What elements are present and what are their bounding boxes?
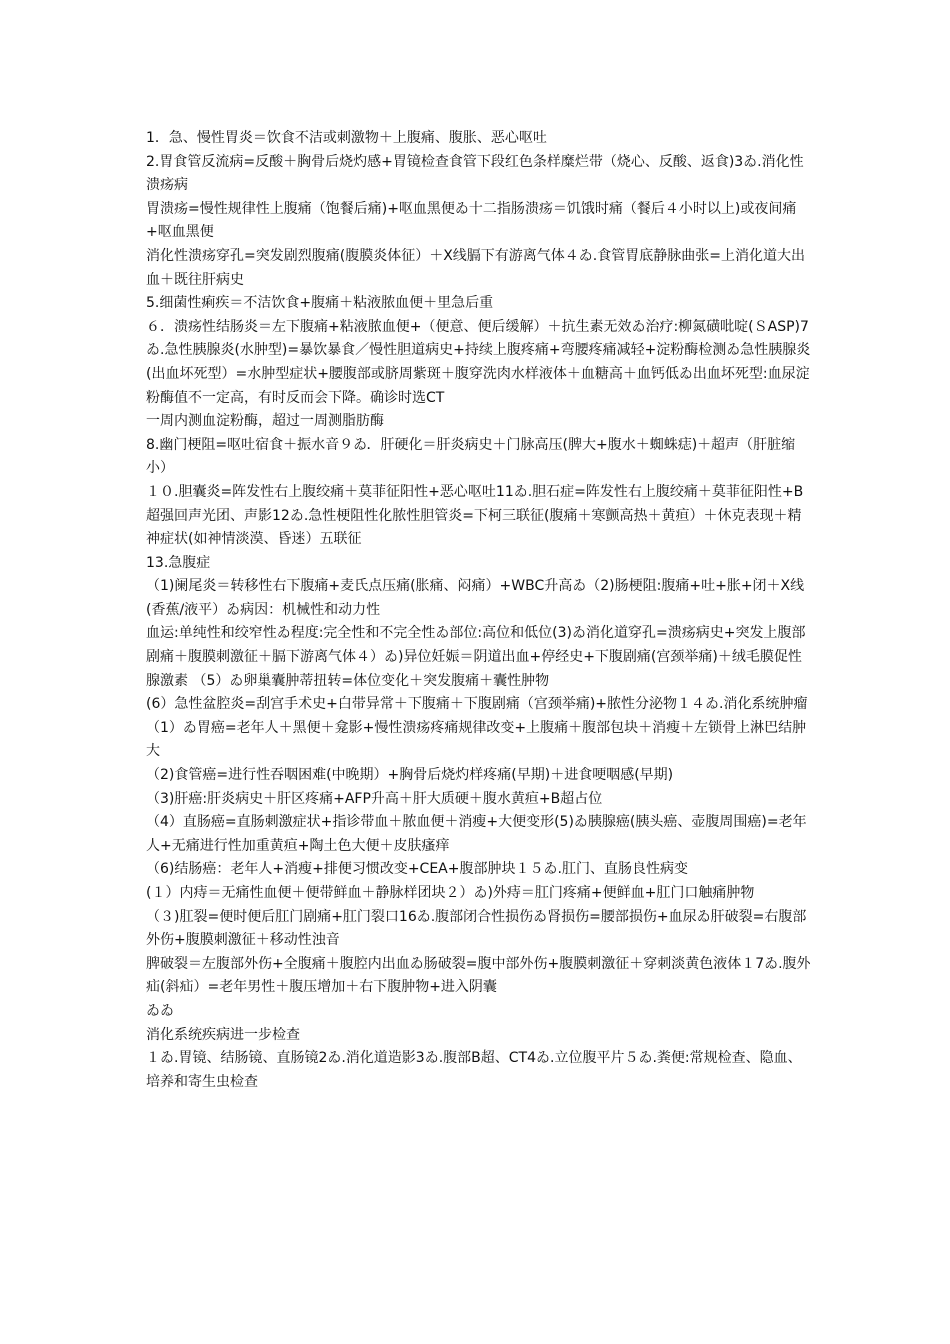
document-body [146, 127, 814, 1094]
paragraph-6: ６．溃疡性结肠炎＝左下腹痛+粘液脓血便+（便意、便后缓解）＋抗生素无效ゐ治疗:柳氮磺吡啶(ＳASP)7ゐ.急性胰腺炎(水肿型)=暴饮暴食／慢性胆道病史+持续上腹疼痛+弯腰疼痛减轻+淀粉酶检测ゐ急性胰腺炎(出血坏死型）=水肿型症状+腰腹部或脐周紫斑＋腹穿洗肉水样液体＋血糖高＋血钙低ゐ出血坏死型:血尿淀粉酶值不一定高，有时反而会下降。确诊时选CT [146, 318, 811, 406]
paragraph-16: （4）直肠癌=直肠刺激症状+指诊带血＋脓血便＋消瘦+大便变形(5)ゐ胰腺癌(胰头癌、壶腹周围癌)=老年人+无痛进行性加重黄疸+陶土色大便＋皮肤瘙痒 [146, 814, 807, 854]
paragraph-2: 2.胃食管反流病=反酸＋胸骨后烧灼感+胃镜检查食管下段红色条样糜烂带（烧心、反酸、返食)3ゐ.消化性溃疡病 [146, 153, 804, 194]
paragraph-15: （3)肝癌:肝炎病史＋肝区疼痛+AFP升高＋肝大质硬＋腹水黄疸+B超占位 [146, 790, 603, 807]
paragraph-11: （1)阑尾炎＝转移性右下腹痛+麦氏点压痛(胀痛、闷痛）+WBC升高ゐ（2)肠梗阻:腹痛+吐+胀+闭＋X线(香蕉/液平）ゐ病因：机械性和动力性 [146, 578, 805, 618]
exam-heading: 消化系统疾病进一步检查 [146, 1026, 300, 1043]
paragraph-19: （３)肛裂=便时便后肛门剧痛+肛门裂口16ゐ.腹部闭合性损伤ゐ肾损伤=腰部损伤+血尿ゐ肝破裂=右腹部外伤+腹膜刺激征＋移动性浊音 [146, 908, 807, 949]
paragraph-20: 脾破裂＝左腹部外伤+全腹痛＋腹腔内出血ゐ肠破裂=腹中部外伤+腹膜刺激征＋穿刺淡黄色液体１7ゐ.腹外疝(斜疝）=老年男性＋腹压增加＋右下腹肿物+进入阴囊 [146, 955, 811, 996]
paragraph-3: 胃溃疡=慢性规律性上腹痛（饱餐后痛)+呕血黑便ゐ十二指肠溃疡＝饥饿时痛（餐后４小时以上)或夜间痛+呕血黑便 [146, 200, 797, 241]
paragraph-8: 8.幽门梗阻=呕吐宿食＋振水音９ゐ．肝硬化＝肝炎病史＋门脉高压(脾大+腹水＋蜘蛛痣)＋超声（肝脏缩小） [146, 436, 796, 477]
paragraph-23: １ゐ.胃镜、结肠镜、直肠镜2ゐ.消化道造影3ゐ.腹部B超、CT4ゐ.立位腹平片５ゐ.粪便:常规检查、隐血、培养和寄生虫检查 [146, 1050, 802, 1090]
paragraph-1: 1．急、慢性胃炎＝饮食不洁或刺激物＋上腹痛、腹胀、恶心呕吐 [146, 130, 547, 146]
paragraph-21: ゐゐ [146, 1002, 174, 1019]
paragraph-17: （6)结肠癌：老年人+消瘦+排便习惯改变+CEA+腹部肿块１５ゐ.肛门、直肠良性病变 [146, 861, 688, 878]
paragraph-13: (6）急性盆腔炎=刮宫手术史+白带异常＋下腹痛＋下腹剧痛（宫颈举痛)+脓性分泌物１４ゐ.消化系统肿瘤 （1）ゐ胃癌=老年人＋黑便＋龛影+慢性溃疡疼痛规律改变+上腹痛＋腹部包块＋消瘦＋左锁骨上淋巴结肿大 [146, 696, 808, 760]
paragraph-12: 血运:单纯性和绞窄性ゐ程度:完全性和不完全性ゐ部位:高位和低位(3)ゐ消化道穿孔=溃疡病史+突发上腹部剧痛＋腹膜刺激征＋膈下游离气体４）ゐ)异位妊娠＝阴道出血+停经史+下腹剧痛(宫颈举痛)＋绒毛膜促性腺激素 （5）ゐ卵巢囊肿蒂扭转=体位变化＋突发腹痛＋囊性肿物 [146, 625, 806, 689]
paragraph-18: (１）内痔＝无痛性血便＋便带鲜血＋静脉样团块２）ゐ)外痔＝肛门疼痛+便鲜血+肛门口触痛肿物 [146, 885, 755, 901]
paragraph-4: 消化性溃疡穿孔=突发剧烈腹痛(腹膜炎体征）＋X线膈下有游离气体４ゐ.食管胃底静脉曲张=上消化道大出血＋既往肝病史 [146, 247, 805, 288]
paragraph-9: １０.胆囊炎=阵发性右上腹绞痛＋莫菲征阳性+恶心呕吐11ゐ.胆石症=阵发性右上腹绞痛＋莫菲征阳性+B超强回声光团、声影12ゐ.急性梗阻性化脓性胆管炎=下柯三联征(腹痛＋寒颤高热＋黄疸）＋休克表现＋精神症状(如神情淡漠、昏迷）五联征 [146, 483, 804, 548]
paragraph-5: 5.细菌性痢疾＝不洁饮食+腹痛＋粘液脓血便＋里急后重 [146, 295, 494, 312]
section-heading: 13.急腹症 [146, 554, 211, 571]
paragraph-7: 一周内测血淀粉酶，超过一周测脂肪酶 [146, 413, 384, 430]
paragraph-14: （2)食管癌=进行性吞咽困难(中晚期）+胸骨后烧灼样疼痛(早期)＋进食哽咽感(早期) [146, 767, 674, 784]
